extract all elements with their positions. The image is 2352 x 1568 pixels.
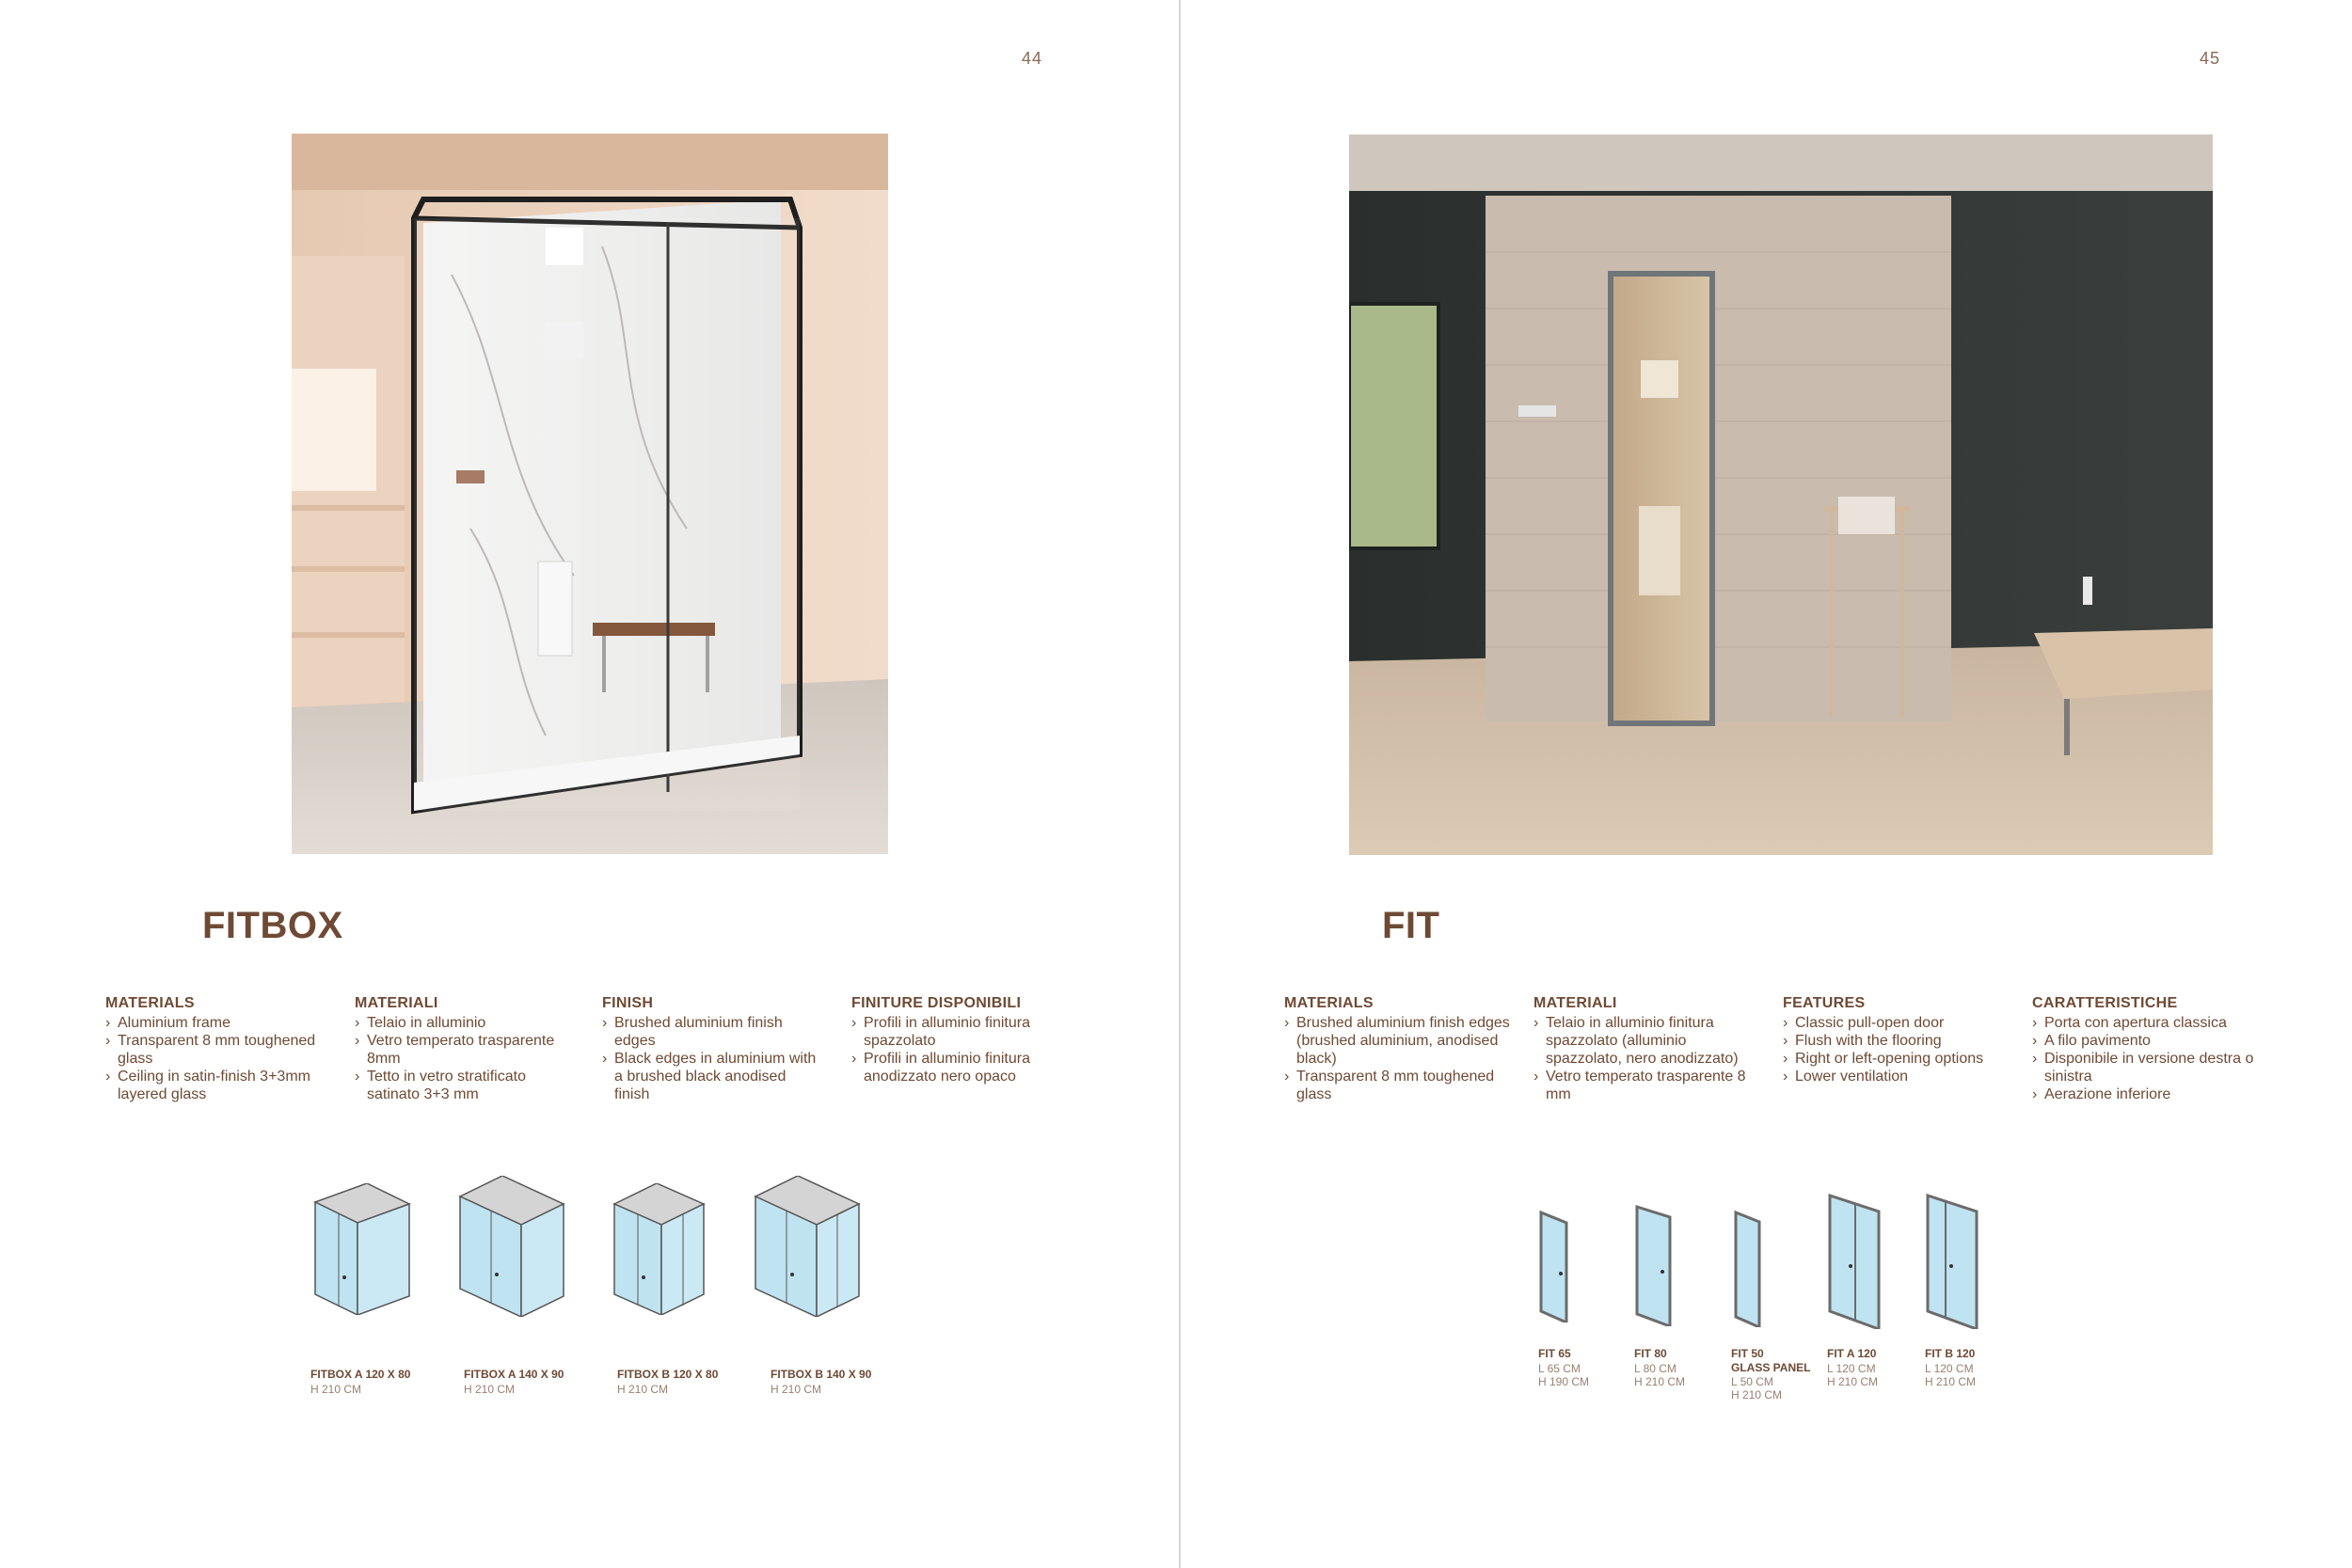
spec-item: › Aerazione inferiore [2032, 1085, 2267, 1103]
spec-column-materials [1284, 995, 1510, 1103]
right-page [1176, 0, 2352, 1568]
spec-item: › Transparent 8 mm toughened glass [105, 1032, 341, 1068]
model-name: FIT 65 [1538, 1347, 1571, 1360]
model-dimension: L 120 CM [1827, 1362, 1876, 1375]
spec-item: › Tetto in vetro stratificato satinato 3+3 mm [355, 1068, 576, 1103]
spec-column-finiture [851, 995, 1077, 1085]
spec-heading: MATERIALS [105, 995, 195, 1011]
spec-item: › Profili in alluminio finitura anodizzato nero opaco [851, 1050, 1077, 1085]
model-name: FITBOX A 140 X 90 [464, 1368, 564, 1381]
model-dimension: H 210 CM [1731, 1388, 1783, 1402]
door-diagram-icon [1827, 1193, 1882, 1329]
door-diagram-icon [1925, 1193, 1979, 1329]
model-fitbox-a-120x80 [310, 1183, 414, 1320]
model-dimension: L 65 CM [1538, 1362, 1581, 1375]
spec-item: › A filo pavimento [2032, 1032, 2267, 1050]
model-dimension: L 50 CM [1731, 1375, 1773, 1388]
model-dimension: H 210 CM [1634, 1375, 1686, 1388]
fitbox-illustration [292, 134, 888, 854]
fitbox-diagram-icon [310, 1183, 414, 1315]
model-name: FITBOX B 140 X 90 [771, 1368, 872, 1381]
spec-heading: FINITURE DISPONIBILI [851, 995, 1022, 1011]
spec-item: › Telaio in alluminio [355, 1014, 576, 1032]
fitbox-diagram-icon [455, 1176, 568, 1317]
model-dimension: L 80 CM [1634, 1362, 1677, 1375]
spec-heading: CARATTERISTICHE [2032, 995, 2178, 1011]
model-dimension: H 210 CM [1925, 1375, 1977, 1388]
spec-column-materiali [1534, 995, 1764, 1103]
spec-column-materials [105, 995, 341, 1103]
model-dimension: L 120 CM [1925, 1362, 1974, 1375]
model-fit-80 [1634, 1204, 1674, 1331]
fit-photo [1349, 135, 2213, 855]
spec-item: › Lower ventilation [1783, 1068, 2018, 1085]
model-name: FIT B 120 [1925, 1347, 1976, 1360]
model-fit-65 [1538, 1210, 1572, 1327]
spec-heading: MATERIALS [1284, 995, 1374, 1011]
spec-heading: FINISH [602, 995, 654, 1011]
model-dimension: H 210 CM [617, 1383, 669, 1396]
spec-column-materiali [355, 995, 576, 1103]
door-diagram-icon [1634, 1204, 1674, 1326]
model-name: FIT 50 [1731, 1347, 1764, 1360]
fit-illustration [1349, 135, 2213, 855]
product-title: FIT [1382, 905, 1440, 946]
spec-item: › Right or left-opening options [1783, 1050, 2018, 1068]
model-fit-b-120 [1925, 1193, 1979, 1334]
model-fitbox-a-140x90 [455, 1176, 568, 1322]
spec-item: › Transparent 8 mm toughened glass [1284, 1068, 1510, 1103]
spec-item: › Porta con apertura classica [2032, 1014, 2267, 1032]
product-title: FITBOX [202, 905, 343, 946]
spec-item: › Aluminium frame [105, 1014, 341, 1032]
model-dimension: H 210 CM [1827, 1375, 1879, 1388]
spec-item: › Vetro temperato trasparente 8mm [355, 1032, 576, 1068]
model-name: FIT A 120 [1827, 1347, 1877, 1360]
model-dimension: H 210 CM [771, 1383, 822, 1396]
spec-item: › Black edges in aluminium with a brushed black anodised finish [602, 1050, 818, 1103]
model-dimension: H 210 CM [310, 1383, 362, 1396]
spec-item: › Profili in alluminio finitura spazzolato [851, 1014, 1077, 1050]
spec-item: › Disponibile in versione destra o sinistra [2032, 1050, 2267, 1085]
door-diagram-icon [1538, 1210, 1572, 1323]
spec-item: › Brushed aluminium finish edges (brushed aluminium, anodised black) [1284, 1014, 1510, 1068]
spec-column-finish [602, 995, 818, 1103]
spec-heading: FEATURES [1783, 995, 1866, 1011]
page-number: 44 [1022, 49, 1043, 68]
model-fit-50-glass-panel [1733, 1210, 1763, 1332]
model-dimension: H 210 CM [464, 1383, 516, 1396]
spec-item: › Flush with the flooring [1783, 1032, 2018, 1050]
fitbox-diagram-icon [610, 1183, 708, 1315]
model-dimension: H 190 CM [1538, 1375, 1590, 1388]
page-number: 45 [2200, 49, 2221, 68]
spec-item: › Telaio in alluminio finitura spazzolato (alluminio spazzolato, nero anodizzato) [1534, 1014, 1764, 1068]
fitbox-diagram-icon [751, 1176, 864, 1317]
spec-item: › Ceiling in satin-finish 3+3mm layered glass [105, 1068, 341, 1103]
spec-item: › Brushed aluminium finish edges [602, 1014, 818, 1050]
panel-diagram-icon [1733, 1210, 1763, 1327]
fitbox-photo [292, 134, 888, 854]
spec-heading: MATERIALI [1534, 995, 1617, 1011]
model-name-line2: GLASS PANEL [1731, 1361, 1811, 1374]
model-name: FITBOX A 120 X 80 [310, 1368, 411, 1381]
spec-item: › Vetro temperato trasparente 8 mm [1534, 1068, 1764, 1103]
spec-item: › Classic pull-open door [1783, 1014, 2018, 1032]
spec-heading: MATERIALI [355, 995, 438, 1011]
model-name: FIT 80 [1634, 1347, 1667, 1360]
spec-column-caratteristiche [2032, 995, 2267, 1103]
model-fit-a-120 [1827, 1193, 1882, 1334]
model-fitbox-b-140x90 [751, 1176, 864, 1322]
model-name: FITBOX B 120 X 80 [617, 1368, 719, 1381]
model-fitbox-b-120x80 [610, 1183, 708, 1320]
spec-column-features [1783, 995, 2018, 1085]
